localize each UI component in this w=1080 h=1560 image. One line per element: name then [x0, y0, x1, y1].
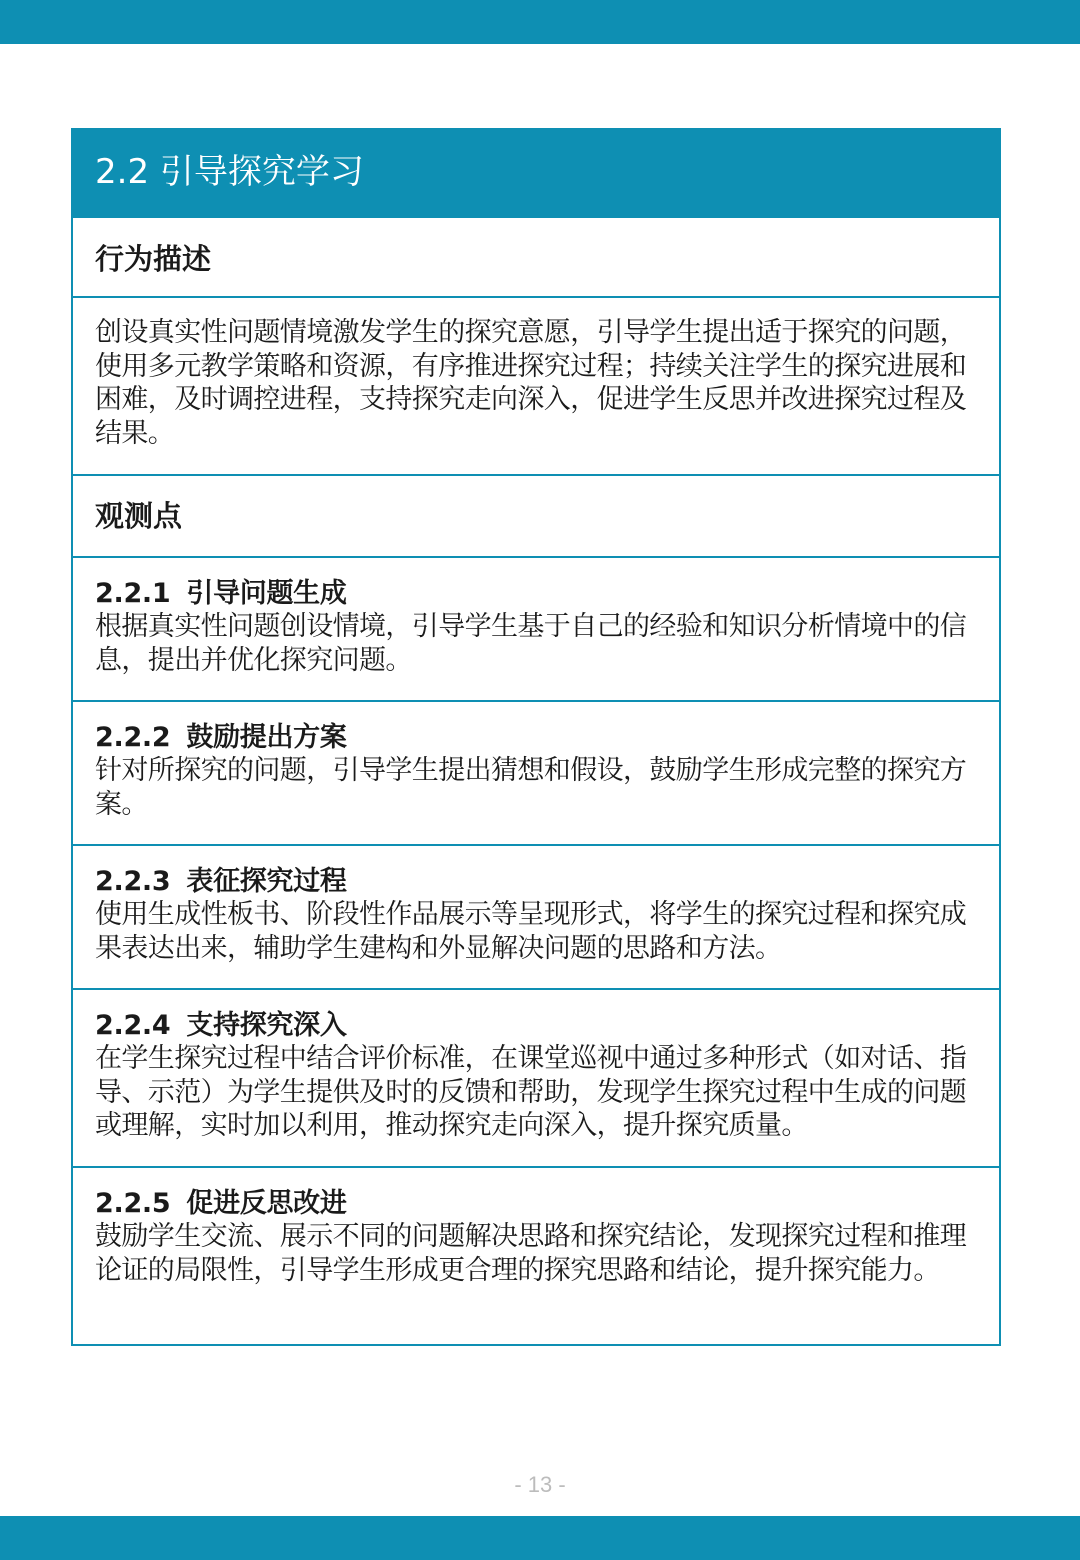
- observation-item-1: [73, 558, 999, 702]
- item-title: [95, 865, 979, 898]
- item-text: 针对所探究的问题，引导学生提出猜想和假设，鼓励学生形成完整的探究方案。: [95, 755, 967, 820]
- observation-item-3: [73, 846, 999, 990]
- item-text: 在学生探究过程中结合评价标准，在课堂巡视中通过多种形式（如对话、指导、示范）为学生提供及时的反馈和帮助，发现学生探究过程中生成的问题或理解，实时加以利用，推动探究走向深入，提升探究质量。: [95, 1043, 967, 1141]
- item-title: [95, 1009, 979, 1042]
- item-number: 2.2.5: [95, 1188, 171, 1219]
- item-title: [95, 577, 979, 610]
- behavior-heading-row: [73, 216, 999, 298]
- behavior-heading: 行为描述: [95, 242, 212, 276]
- item-text: 根据真实性问题创设情境，引导学生基于自己的经验和知识分析情境中的信息，提出并优化探究问题。: [95, 611, 967, 676]
- item-name: 鼓励提出方案: [186, 722, 347, 753]
- section-title: 2.2 引导探究学习: [73, 128, 999, 216]
- item-number: 2.2.3: [95, 866, 171, 897]
- item-text: 鼓励学生交流、展示不同的问题解决思路和探究结论，发现探究过程和推理论证的局限性，引导学生形成更合理的探究思路和结论，提升探究能力。: [95, 1221, 967, 1286]
- item-number: 2.2.2: [95, 722, 171, 753]
- observation-item-2: [73, 702, 999, 846]
- item-title: [95, 1187, 979, 1220]
- item-title: [95, 721, 979, 754]
- bottom-band: [0, 1516, 1080, 1560]
- observation-heading: 观测点: [95, 499, 183, 533]
- observation-item-5: [73, 1168, 999, 1346]
- behavior-text: 创设真实性问题情境激发学生的探究意愿，引导学生提出适于探究的问题，使用多元教学策略和资源，有序推进探究过程；持续关注学生的探究进展和困难，及时调控进程，支持探究走向深入，促进学生反思并改进探究过程及结果。: [95, 317, 967, 449]
- observation-heading-row: [73, 476, 999, 558]
- item-name: 引导问题生成: [186, 578, 347, 609]
- item-name: 支持探究深入: [186, 1010, 347, 1041]
- page-number: - 13 -: [514, 1472, 566, 1497]
- item-name: 表征探究过程: [186, 866, 347, 897]
- item-name: 促进反思改进: [186, 1188, 347, 1219]
- item-number: 2.2.1: [95, 578, 171, 609]
- item-text: 使用生成性板书、阶段性作品展示等呈现形式，将学生的探究过程和探究成果表达出来，辅助学生建构和外显解决问题的思路和方法。: [95, 899, 967, 964]
- content-table: [71, 128, 1001, 1346]
- top-band: [0, 0, 1080, 44]
- observation-item-4: [73, 990, 999, 1168]
- item-number: 2.2.4: [95, 1010, 171, 1041]
- behavior-text-row: [73, 298, 999, 476]
